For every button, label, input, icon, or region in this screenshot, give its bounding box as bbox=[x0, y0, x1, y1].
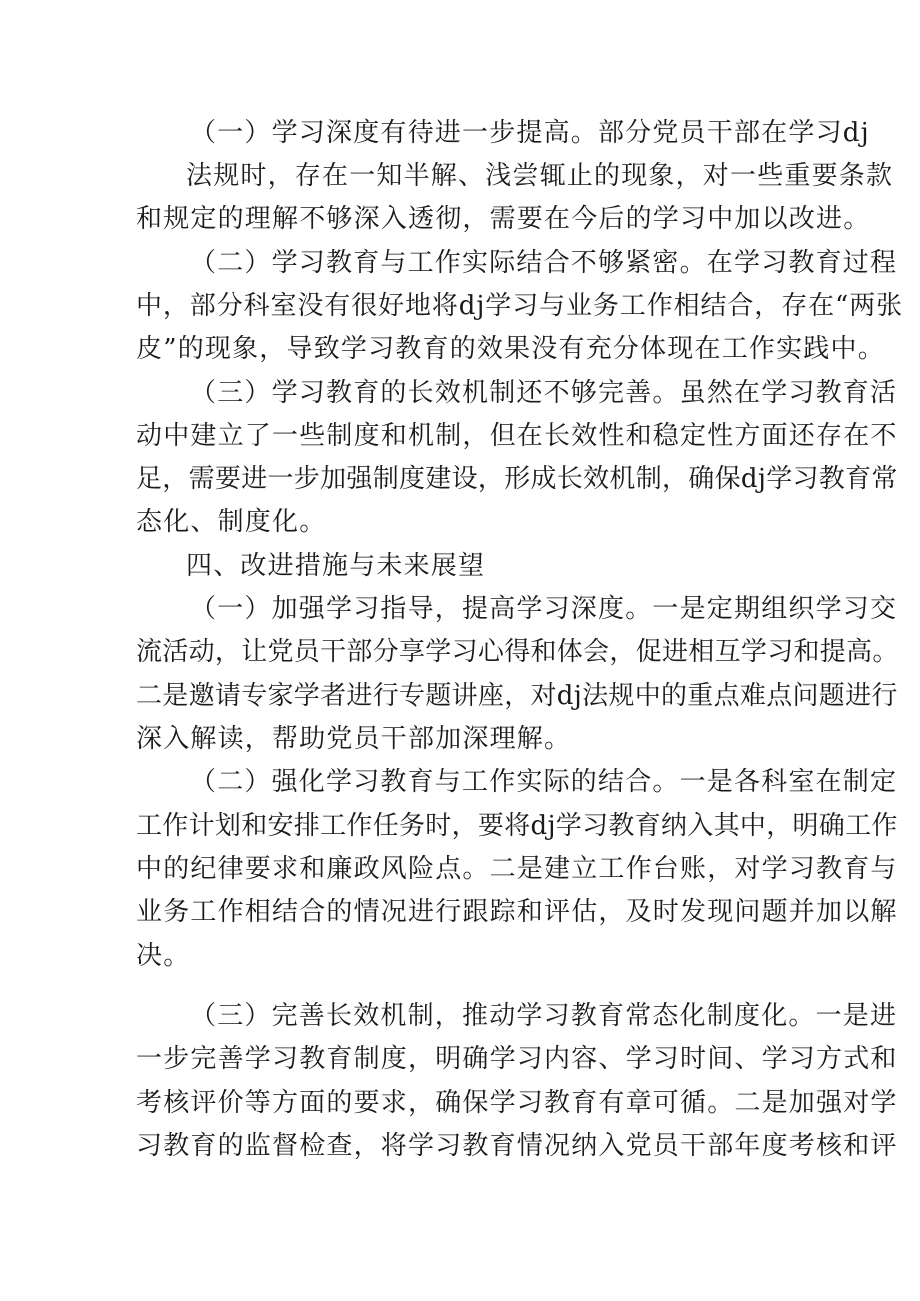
text-line: 习教育的监督检查，将学习教育情况纳入党员干部年度考核和评 bbox=[136, 1131, 898, 1161]
text-line: 深入解读，帮助党员干部加深理解。 bbox=[136, 724, 572, 754]
text-line: 业务工作相结合的情况进行跟踪和评估，及时发现问题并加以解 bbox=[136, 897, 898, 927]
text-line: 足，需要进一步加强制度建设，形成长效机制，确保dj学习教育常 bbox=[136, 464, 898, 494]
text-line: （一）加强学习指导，提高学习深度。一是定期组织学习交 bbox=[190, 594, 898, 624]
text-line: 工作计划和安排工作任务时，要将dj学习教育纳入其中，明确工作 bbox=[136, 811, 898, 841]
text-line: 中的纪律要求和廉政风险点。二是建立工作台账，对学习教育与 bbox=[136, 854, 898, 884]
text-line: 二是邀请专家学者进行专题讲座，对dj法规中的重点难点问题进行 bbox=[136, 681, 898, 711]
text-line: 一步完善学习教育制度，明确学习内容、学习时间、学习方式和 bbox=[136, 1044, 898, 1074]
text-line: 皮”的现象，导致学习教育的效果没有充分体现在工作实践中。 bbox=[136, 334, 885, 364]
text-line: 决。 bbox=[136, 941, 191, 971]
text-line: 动中建立了一些制度和机制，但在长效性和稳定性方面还存在不 bbox=[136, 421, 898, 451]
section-heading: 四、改进措施与未来展望 bbox=[186, 551, 486, 581]
text-line: 和规定的理解不够深入透彻，需要在今后的学习中加以改进。 bbox=[136, 204, 871, 234]
text-line: （三）学习教育的长效机制还不够完善。虽然在学习教育活 bbox=[190, 378, 898, 408]
text-line: （三）完善长效机制，推动学习教育常态化制度化。一是进 bbox=[190, 1001, 898, 1031]
text-line: 流活动，让党员干部分享学习心得和体会，促进相互学习和提高。 bbox=[136, 637, 899, 667]
text-line: （一）学习深度有待进一步提高。部分党员干部在学习dj bbox=[190, 118, 870, 148]
text-line: （二）学习教育与工作实际结合不够紧密。在学习教育过程 bbox=[190, 248, 898, 278]
text-line: 中，部分科室没有很好地将dj学习与业务工作相结合，存在“两张 bbox=[136, 291, 903, 321]
text-line: 态化、制度化。 bbox=[136, 507, 327, 537]
text-line: （二）强化学习教育与工作实际的结合。一是各科室在制定 bbox=[190, 767, 898, 797]
text-line: 法规时，存在一知半解、浅尝辄止的现象，对一些重要条款 bbox=[186, 161, 894, 191]
text-line: 考核评价等方面的要求，确保学习教育有章可循。二是加强对学 bbox=[136, 1088, 898, 1118]
